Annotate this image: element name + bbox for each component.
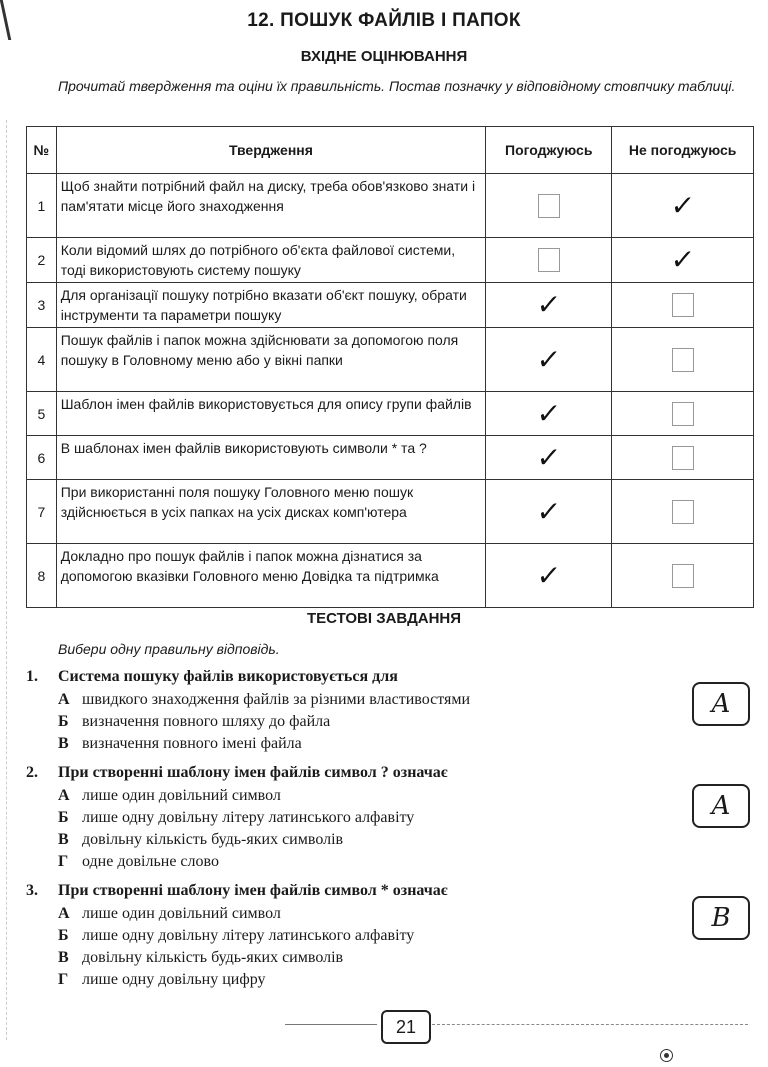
- tests-instruction: Вибери одну правильну відповідь.: [58, 641, 280, 657]
- table-header-row: [27, 127, 754, 174]
- agree-cell[interactable]: [486, 436, 612, 480]
- option[interactable]: [58, 903, 281, 925]
- option-letter: Б: [58, 713, 69, 730]
- empty-checkbox-icon: [538, 194, 560, 218]
- option[interactable]: [58, 925, 414, 947]
- answer-box-3[interactable]: В: [692, 896, 750, 940]
- page-number: 21: [381, 1010, 431, 1044]
- check-mark-icon: ✓: [535, 440, 563, 474]
- disagree-cell[interactable]: [612, 436, 754, 480]
- row-statement: Докладно про пошук файлів і папок можна дізнатися за допомогою вказівки Головного меню Довідка та підтримка: [56, 544, 485, 608]
- row-number: 6: [27, 436, 57, 480]
- table-row: [27, 480, 754, 544]
- col-header-statement: Твердження: [56, 127, 485, 174]
- empty-checkbox-icon: [672, 500, 694, 524]
- row-number: 7: [27, 480, 57, 544]
- empty-checkbox-icon: [672, 446, 694, 470]
- row-number: 1: [27, 174, 57, 238]
- disagree-cell[interactable]: [612, 480, 754, 544]
- option-letter: А: [58, 691, 70, 708]
- question-text: Система пошуку файлів використовується для: [58, 668, 398, 685]
- option-letter: В: [58, 949, 69, 966]
- option[interactable]: [58, 829, 343, 851]
- answer-box-1[interactable]: А: [692, 682, 750, 726]
- row-number: 5: [27, 392, 57, 436]
- statements-table: [26, 126, 754, 608]
- table-row: [27, 436, 754, 480]
- row-statement: При використанні поля пошуку Головного меню пошук здійснюється в усіх папках на усіх дисках комп'ютера: [56, 480, 485, 544]
- option[interactable]: [58, 969, 265, 991]
- col-header-disagree: Не погоджуюсь: [612, 127, 754, 174]
- agree-cell[interactable]: [486, 174, 612, 238]
- option-text: лише одну довільну цифру: [82, 971, 266, 988]
- option-text: швидкого знаходження файлів за різними властивостями: [82, 691, 471, 708]
- question-text: При створенні шаблону імен файлів символ * означає: [58, 882, 448, 899]
- table-row: [27, 328, 754, 392]
- option-letter: Г: [58, 853, 69, 870]
- row-number: 4: [27, 328, 57, 392]
- option-letter: Г: [58, 971, 69, 988]
- check-mark-icon: ✓: [535, 288, 563, 321]
- target-icon: [660, 1049, 673, 1062]
- check-mark-icon: ✓: [535, 396, 563, 430]
- row-number: 8: [27, 544, 57, 608]
- footer-line-left: [285, 1024, 377, 1025]
- disagree-cell[interactable]: [612, 238, 754, 283]
- question-number: 1.: [26, 668, 38, 685]
- option[interactable]: [58, 711, 330, 733]
- disagree-cell[interactable]: [612, 174, 754, 238]
- option-letter: Б: [58, 927, 69, 944]
- assessment-instruction: Прочитай твердження та оціни їх правильність. Постав позначку у відповідному стовпчику таблиці.: [58, 78, 736, 94]
- agree-cell[interactable]: [486, 480, 612, 544]
- answer-box-2[interactable]: А: [692, 784, 750, 828]
- option-text: довільну кількість будь-яких символів: [82, 949, 344, 966]
- option-text: визначення повного шляху до файла: [82, 713, 331, 730]
- disagree-cell[interactable]: [612, 544, 754, 608]
- option[interactable]: [58, 947, 343, 969]
- option[interactable]: [58, 689, 470, 711]
- table-row: [27, 174, 754, 238]
- row-statement: Шаблон імен файлів використовується для опису групи файлів: [56, 392, 485, 436]
- question-number: 2.: [26, 764, 38, 781]
- page-title: 12. ПОШУК ФАЙЛІВ І ПАПОК: [247, 10, 521, 31]
- option-letter: Б: [58, 809, 69, 826]
- option-text: лише один довільний символ: [82, 787, 281, 804]
- question-text: При створенні шаблону імен файлів символ ? означає: [58, 764, 448, 781]
- footer-line-right: [432, 1024, 748, 1026]
- section-title-tests: ТЕСТОВІ ЗАВДАННЯ: [306, 610, 462, 627]
- empty-checkbox-icon: [672, 402, 694, 426]
- row-number: 2: [27, 238, 57, 283]
- agree-cell[interactable]: [486, 283, 612, 328]
- option-text: лише одну довільну літеру латинського алфавіту: [82, 927, 415, 944]
- col-header-agree: Погоджуюсь: [486, 127, 612, 174]
- table-row: [27, 238, 754, 283]
- check-mark-icon: ✓: [535, 342, 563, 376]
- row-statement: Щоб знайти потрібний файл на диску, треба обов'язково знати і пам'ятати місце його знаходження: [56, 174, 485, 238]
- table-row: [27, 392, 754, 436]
- empty-checkbox-icon: [672, 348, 694, 372]
- row-statement: В шаблонах імен файлів використовують символи * та ?: [56, 436, 485, 480]
- option-letter: А: [58, 787, 70, 804]
- option-text: лише одну довільну літеру латинського алфавіту: [82, 809, 415, 826]
- option-letter: А: [58, 905, 70, 922]
- section-title-input-assessment: ВХІДНЕ ОЦІНЮВАННЯ: [300, 48, 468, 65]
- option-letter: В: [58, 831, 69, 848]
- disagree-cell[interactable]: [612, 392, 754, 436]
- margin-line: [6, 120, 8, 1040]
- agree-cell[interactable]: [486, 238, 612, 283]
- check-mark-icon: ✓: [669, 188, 697, 222]
- agree-cell[interactable]: [486, 392, 612, 436]
- option-text: лише один довільний символ: [82, 905, 281, 922]
- disagree-cell[interactable]: [612, 283, 754, 328]
- option[interactable]: [58, 807, 414, 829]
- check-mark-icon: ✓: [535, 558, 563, 592]
- option-text: одне довільне слово: [82, 853, 219, 870]
- row-statement: Пошук файлів і папок можна здійснювати за допомогою поля пошуку в Головному меню або у вікні папки: [56, 328, 485, 392]
- check-mark-icon: ✓: [669, 243, 697, 276]
- row-number: 3: [27, 283, 57, 328]
- agree-cell[interactable]: [486, 544, 612, 608]
- option[interactable]: [58, 733, 302, 755]
- empty-checkbox-icon: [672, 564, 694, 588]
- question-number: 3.: [26, 882, 38, 899]
- option-letter: В: [58, 735, 69, 752]
- option-text: довільну кількість будь-яких символів: [82, 831, 344, 848]
- option[interactable]: [58, 785, 281, 807]
- disagree-cell[interactable]: [612, 328, 754, 392]
- empty-checkbox-icon: [672, 293, 694, 317]
- empty-checkbox-icon: [538, 248, 560, 272]
- row-statement: Коли відомий шлях до потрібного об'єкта файлової системи, тоді використовують систему пошуку: [56, 238, 485, 283]
- table-row: [27, 544, 754, 608]
- agree-cell[interactable]: [486, 328, 612, 392]
- option[interactable]: [58, 851, 219, 873]
- col-header-num: №: [27, 127, 57, 174]
- table-row: [27, 283, 754, 328]
- option-text: визначення повного імені файла: [82, 735, 302, 752]
- row-statement: Для організації пошуку потрібно вказати об'єкт пошуку, обрати інструменти та параметри пошуку: [56, 283, 485, 328]
- check-mark-icon: ✓: [535, 494, 563, 528]
